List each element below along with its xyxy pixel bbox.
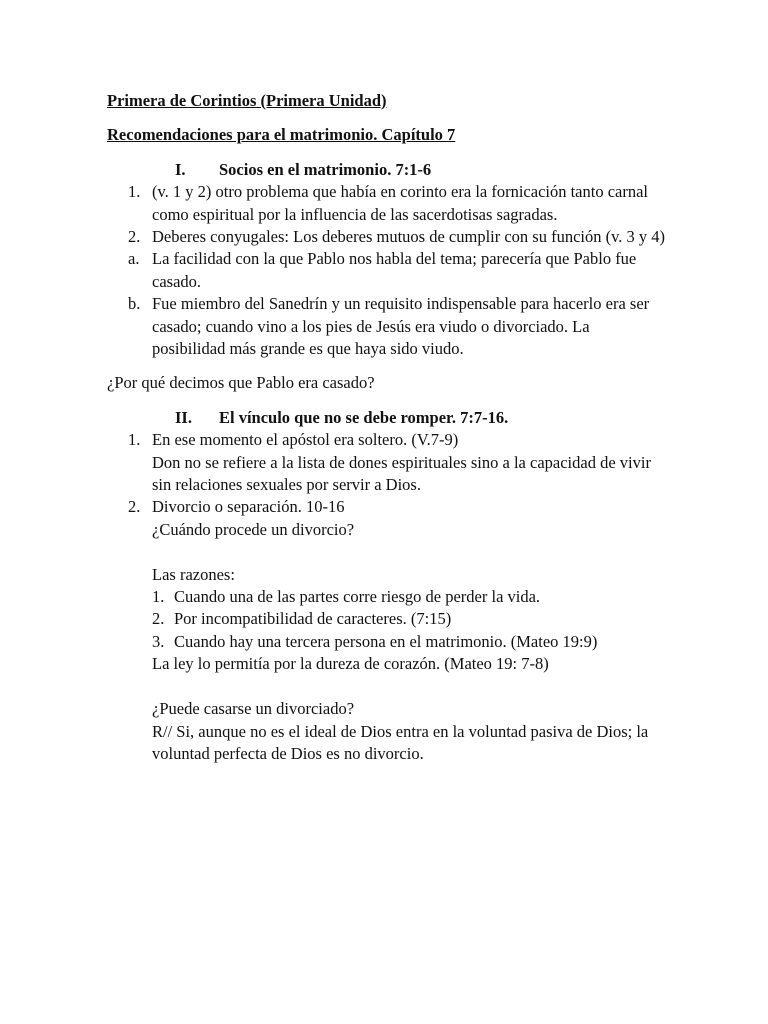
section-number-1: I. bbox=[175, 159, 186, 179]
reason-text: Por incompatibilidad de caracteres. (7:15) bbox=[174, 609, 452, 629]
reason-item bbox=[107, 586, 667, 608]
list-marker: 2. bbox=[128, 227, 141, 247]
section-heading-2 bbox=[107, 407, 667, 429]
reason-text: Cuando hay una tercera persona en el matrimonio. (Mateo 19:9) bbox=[174, 631, 598, 651]
spacer bbox=[107, 541, 667, 563]
law-note: La ley lo permitía por la dureza de corazón. (Mateo 19: 7-8) bbox=[152, 654, 549, 674]
list-item-text: La facilidad con la que Pablo nos habla del tema; parecería que Pablo fue casado. bbox=[152, 249, 637, 291]
list-item-text: Fue miembro del Sanedrín y un requisito indispensable para hacerlo era ser casado; cuando vino a los pies de Jesús era viudo o divorciado. La posibilidad más grande es que haya sido viudo. bbox=[152, 294, 650, 359]
list-marker: 1. bbox=[128, 430, 141, 450]
list-item-text: En ese momento el apóstol era soltero. (V.7-9) bbox=[152, 430, 459, 450]
reasons-label: Las razones: bbox=[152, 564, 235, 584]
list-marker: 1. bbox=[128, 182, 141, 202]
list-marker: b. bbox=[128, 294, 141, 314]
document-page bbox=[107, 90, 667, 765]
document-subtitle: Recomendaciones para el matrimonio. Capítulo 7 bbox=[107, 125, 456, 145]
list-item-text: Divorcio o separación. 10-16 bbox=[152, 497, 345, 517]
question-paragraph: ¿Puede casarse un divorciado? bbox=[152, 699, 355, 719]
list-marker: 1. bbox=[152, 587, 165, 607]
list-item-text: (v. 1 y 2) otro problema que había en corinto era la fornicación tanto carnal como espiritual por la influencia de las sacerdotisas sagradas. bbox=[152, 182, 649, 224]
spacer bbox=[107, 676, 667, 698]
section-heading-1 bbox=[107, 159, 667, 181]
list-item bbox=[107, 226, 667, 248]
reason-item bbox=[107, 631, 667, 653]
question-paragraph: ¿Por qué decimos que Pablo era casado? bbox=[107, 373, 375, 393]
section-title-1: Socios en el matrimonio. 7:1-6 bbox=[219, 159, 432, 179]
answer-paragraph: R// Si, aunque no es el ideal de Dios entra en la voluntad pasiva de Dios; la voluntad perfecta de Dios es no divorcio. bbox=[152, 721, 649, 763]
list-marker: a. bbox=[128, 249, 140, 269]
list-item bbox=[107, 293, 667, 360]
list-marker: 3. bbox=[152, 631, 165, 651]
section-title-2: El vínculo que no se debe romper. 7:7-16. bbox=[219, 407, 509, 427]
list-item bbox=[107, 496, 667, 518]
list-item-detail: Don no se refiere a la lista de dones espirituales sino a la capacidad de vivir sin relaciones sexuales por servir a Dios. bbox=[152, 452, 651, 495]
list-item bbox=[107, 181, 667, 226]
list-item bbox=[107, 429, 667, 451]
list-marker: 2. bbox=[128, 497, 141, 517]
document-title: Primera de Corintios (Primera Unidad) bbox=[107, 91, 387, 110]
list-item-text: Deberes conyugales: Los deberes mutuos de cumplir con su función (v. 3 y 4) bbox=[152, 227, 666, 247]
list-marker: 2. bbox=[152, 609, 165, 629]
reason-text: Cuando una de las partes corre riesgo de perder la vida. bbox=[174, 587, 541, 607]
section-number-2: II. bbox=[175, 407, 192, 427]
list-item-detail: ¿Cuándo procede un divorcio? bbox=[152, 519, 355, 539]
reason-item bbox=[107, 608, 667, 630]
list-item bbox=[107, 248, 667, 293]
